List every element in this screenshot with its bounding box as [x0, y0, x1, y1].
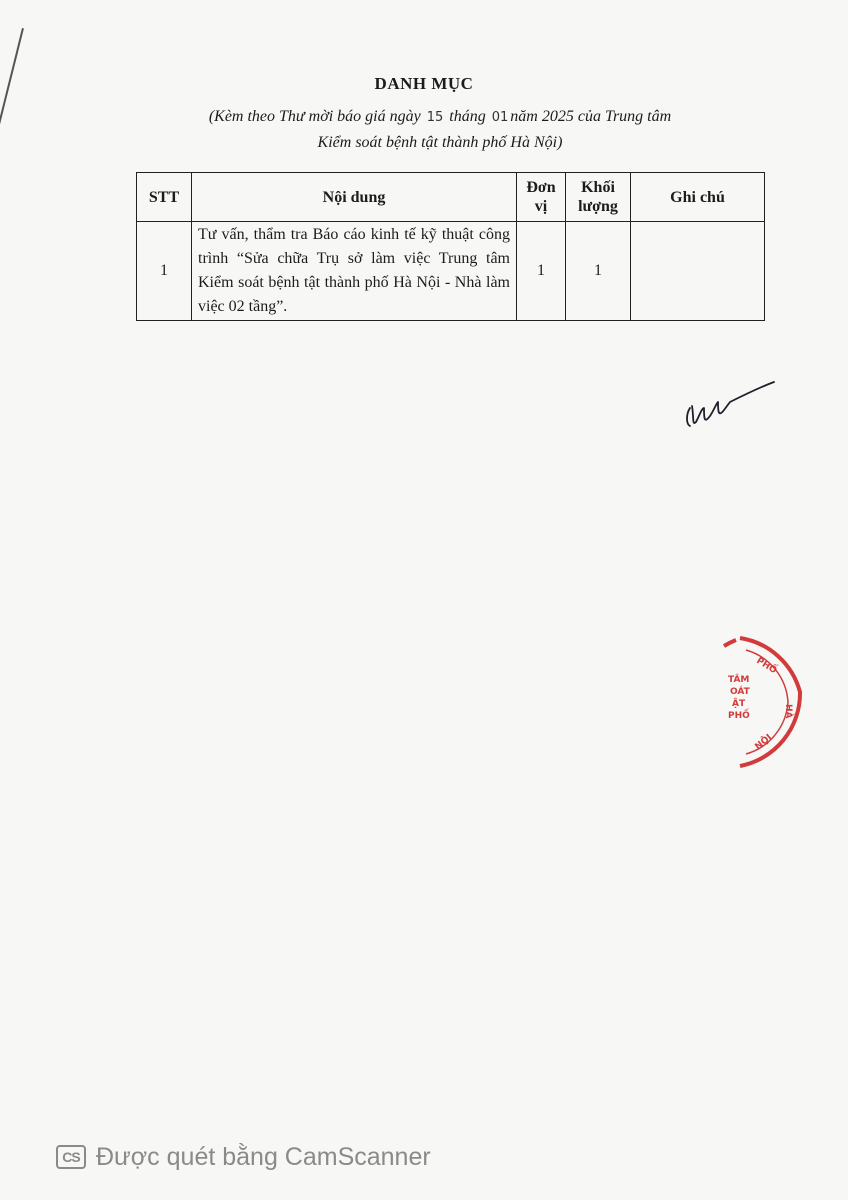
- stamp-text: PHỐ: [728, 711, 750, 721]
- table-header-row: [137, 173, 765, 222]
- header-stt: STT: [137, 173, 192, 222]
- table-row: [137, 222, 765, 321]
- document-subtitle: [160, 104, 720, 155]
- handwritten-month: 01: [491, 110, 509, 125]
- subtitle-month-word: tháng: [449, 108, 486, 125]
- stamp-text: NỘI: [753, 732, 775, 753]
- watermark-text: Được quét bằng CamScanner: [96, 1142, 431, 1171]
- camscanner-logo-icon: CS: [56, 1145, 86, 1169]
- header-qty-line1: Khối: [581, 179, 615, 196]
- subtitle-line-2: Kiểm soát bệnh tật thành phố Hà Nội): [317, 134, 563, 151]
- scan-edge-mark: [0, 28, 24, 174]
- stamp-text: ẬT: [732, 699, 746, 709]
- header-qty: [566, 173, 631, 222]
- subtitle-suffix: năm 2025 của Trung tâm: [510, 108, 672, 125]
- stamp-text: OÁT: [730, 687, 750, 697]
- header-qty-line2: lượng: [578, 198, 618, 215]
- cell-stt: 1: [137, 222, 192, 321]
- official-stamp: [716, 632, 808, 772]
- cell-content: Tư vấn, thẩm tra Báo cáo kinh tế kỹ thuật công trình “Sửa chữa Trụ sở làm việc Trung tâm Kiểm soát bệnh tật thành phố Hà Nội - Nhà làm việc 02 tầng”.: [192, 222, 517, 321]
- cell-unit: 1: [517, 222, 566, 321]
- document-title: DANH MỤC: [374, 74, 474, 93]
- cell-note: [631, 222, 765, 321]
- subtitle-prefix: (Kèm theo Thư mời báo giá ngày: [208, 108, 421, 125]
- handwritten-signature: [680, 378, 776, 434]
- header-unit-line2: vị: [534, 198, 548, 215]
- camscanner-watermark: [56, 1140, 431, 1174]
- header-unit: [517, 173, 566, 222]
- header-unit-line1: Đơn: [526, 179, 556, 196]
- stamp-text: HÀ: [783, 704, 793, 719]
- header-content: Nội dung: [192, 173, 517, 222]
- stamp-text: PHỐ: [754, 656, 779, 677]
- stamp-text: TÂM: [728, 675, 750, 685]
- header-note: Ghi chú: [631, 173, 765, 222]
- items-table: [136, 172, 765, 321]
- cell-qty: 1: [566, 222, 631, 321]
- handwritten-day: 15: [426, 110, 444, 125]
